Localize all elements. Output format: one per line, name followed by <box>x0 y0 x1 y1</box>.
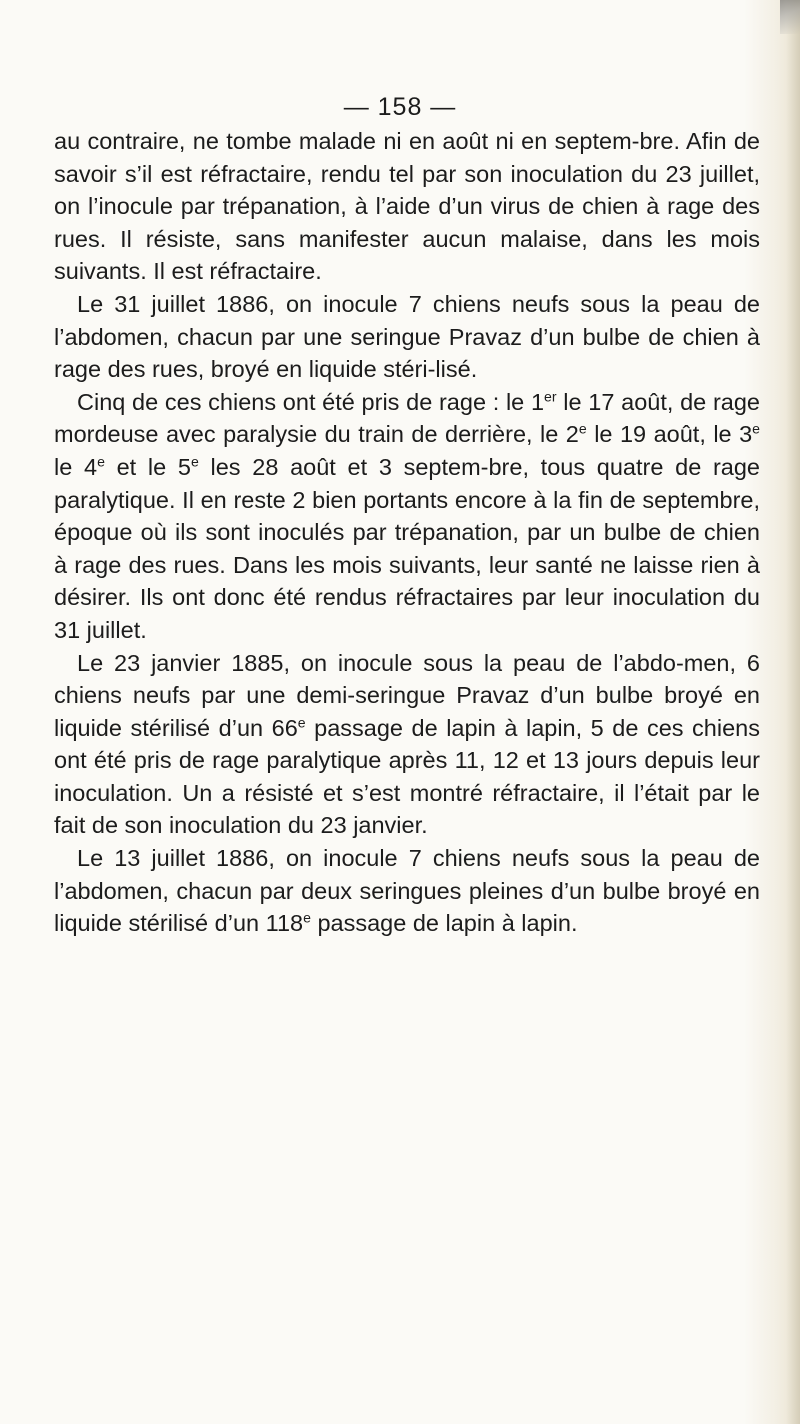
paragraph-4-text: Le 23 janvier 1885, on inocule sous la peau de l’abdo-men, 6 chiens neufs par une demi-seringue Pravaz d’un bulbe broyé en liquide stérilisé d’un 66 <box>54 649 760 741</box>
page-number: — 158 — <box>343 93 457 121</box>
ordinal-superscript: e <box>752 420 761 437</box>
ordinal-superscript: e <box>303 909 311 926</box>
paragraph-5 <box>54 842 760 940</box>
paragraph-3-text: le 4 <box>54 453 98 480</box>
paragraph-3-text: Cinq de ces chiens ont été pris de rage : le 1 <box>77 388 545 415</box>
paragraph-3 <box>54 386 760 647</box>
paragraph-4 <box>54 647 760 843</box>
paragraph-4-text: passage de lapin à lapin, 5 de ces chiens ont été pris de rage paralytique après 11, 12 et 13 jours depuis leur inoculation. Un a résisté et s’est montré réfractaire, il l’était par le fait de son inoculation du 23 janvier. <box>54 714 760 839</box>
ordinal-superscript: e <box>297 714 306 731</box>
ordinal-superscript: er <box>544 388 557 405</box>
paragraph-3-text: le 19 août, le 3 <box>586 421 753 448</box>
paragraph-3-text: les 28 août et 3 septem-bre, tous quatre de rage paralytique. Il en reste 2 bien portants encore à la fin de septembre, époque où ils sont inoculés par trépanation, par un bulbe de chien à rage des rues. Dans les mois suivants, leur santé ne laisse rien à désirer. Ils ont donc été rendus réfractaires par leur inoculation du 31 juillet. <box>54 453 761 643</box>
paragraph-5-text: passage de lapin à lapin. <box>310 910 578 937</box>
ordinal-superscript: e <box>97 453 105 470</box>
page-edge-shadow <box>786 0 800 1424</box>
paragraph-3-text: le 17 août, de rage mordeuse avec paralysie du train de derrière, le 2 <box>54 388 760 448</box>
ordinal-superscript: e <box>190 453 199 470</box>
body-text <box>54 125 760 940</box>
corner-mark <box>780 0 800 34</box>
paragraph-3-text: et le 5 <box>104 453 191 480</box>
paragraph-2: Le 31 juillet 1886, on inocule 7 chiens neufs sous la peau de l’abdomen, chacun par une seringue Pravaz d’un bulbe de chien à rage des rues, broyé en liquide stéri-lisé. <box>54 290 760 383</box>
paragraph-1: au contraire, ne tombe malade ni en août ni en septem-bre. Afin de savoir s’il est réfractaire, rendu tel par son inoculation du 23 juillet, on l’inocule par trépanation, à l’aide d’un virus de chien à rage des rues. Il résiste, sans manifester aucun malaise, dans les mois suivants. Il est réfractaire. <box>54 128 760 285</box>
ordinal-superscript: e <box>578 420 587 437</box>
paragraph-5-text: Le 13 juillet 1886, on inocule 7 chiens neufs sous la peau de l’abdomen, chacun par deux seringues pleines d’un bulbe broyé en liquide stérilisé d’un 118 <box>54 845 760 937</box>
